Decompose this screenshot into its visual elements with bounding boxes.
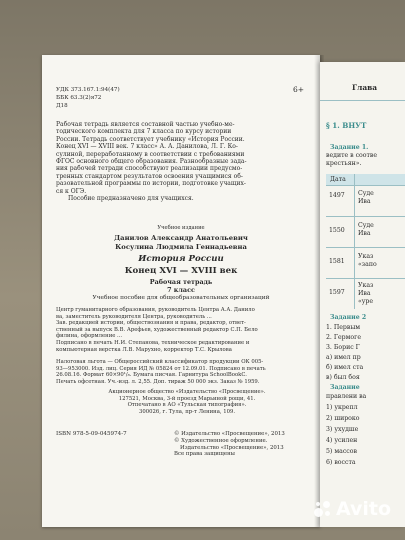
table-row <box>326 216 405 248</box>
copyright-line: Все права защищены <box>174 451 235 458</box>
credits-line: компьютерная верстка Л.В. Марухно, корректор Т.С. Крылова <box>56 346 232 353</box>
copyright-line: © Художественное оформление. <box>174 437 268 444</box>
task-2-heading: Задание 2 <box>330 314 367 321</box>
table-cell-year: 1597 <box>329 289 345 296</box>
intro-line: сулиной, переработанному в соответствии с требованиями <box>56 150 245 158</box>
intro-paragraph <box>56 121 247 202</box>
avito-wordmark: Avito <box>335 498 391 520</box>
table-cell-text: «уре <box>358 298 374 305</box>
task-2-item: 1. Первым <box>326 324 361 331</box>
task-2-item: б) имел ста <box>326 364 364 371</box>
publisher-line: Акционерное общество «Издательство «Просвещение». <box>108 389 266 395</box>
book-title: История России <box>138 254 224 264</box>
isbn: ISBN 978-5-09-045974-7 <box>56 431 127 437</box>
section-title: § 1. ВНУТ <box>326 121 367 130</box>
table-row <box>326 278 405 310</box>
copyright-line: © Издательство «Просвещение», 2013 <box>174 431 285 437</box>
table-cell-text: Ива <box>358 230 371 237</box>
task-3-item: 1) укрепл <box>326 404 358 411</box>
print-info-line: Налоговая льгота — Общероссийский классификатор продукции ОК 005- <box>56 359 264 365</box>
task-3-item: 5) массов <box>326 448 357 455</box>
udk-code: УДК 373.167.1:94(47) <box>56 87 120 93</box>
task-2-item: 2. Гермоге <box>326 334 362 341</box>
header-rule <box>320 100 405 101</box>
right-page <box>320 62 405 527</box>
author-code: Д18 <box>56 103 68 109</box>
table-cell-text: Суде <box>358 222 374 229</box>
book-subtitle: Конец XVI — XVIII век <box>124 266 238 276</box>
edition-label: Учебное издание <box>157 225 205 231</box>
credits-line: ственный за выпуск В.В. Арефьев, художественный редактор С.П. Бело <box>56 326 258 333</box>
left-page <box>42 55 320 527</box>
avito-watermark <box>314 498 391 520</box>
task-1-text-1: ведите в соотве <box>326 152 378 159</box>
table-cell-year: 1497 <box>329 192 345 199</box>
intro-line: ся к ОГЭ. <box>56 187 87 195</box>
task-3-item: 4) усилен <box>326 437 358 444</box>
table-cell-text: Ива <box>358 198 371 205</box>
intro-line: Рабочая тетрадь является составной частью учебно-ме- <box>56 121 235 128</box>
credits-block <box>56 307 258 353</box>
copyright-line: Издательство «Просвещение», 2013 <box>180 444 284 451</box>
table-header-date: Дата <box>330 176 346 183</box>
author-1: Данилов Александр Анатольевич <box>114 234 248 242</box>
workbook-label: Рабочая тетрадь <box>149 278 213 286</box>
table-cell-year: 1581 <box>329 258 345 265</box>
intro-line: ния рабочей тетради способствуют реализации предусмо- <box>56 165 243 173</box>
task-3-heading: Задание <box>330 384 360 391</box>
grade-label: 7 класс <box>167 286 195 294</box>
table-cell-text: Суде <box>358 190 374 197</box>
print-info-line: 26.08.16. Формат 60×90¹/₈. Бумага писчая. Гарнитура SchoolBookC. <box>56 372 247 379</box>
intro-line: тодического комплекта для 7 класса по курсу истории <box>56 128 232 136</box>
credits-line: Центр гуманитарного образования, руководитель Центра А.А. Данило <box>56 307 255 313</box>
intro-line: тренных стандартом результатов освоения учащимися об- <box>56 172 243 180</box>
table-row <box>326 185 405 217</box>
print-info-line: 93—953000. Изд. лиц. Серия ИД № 05824 от 12.09.01. Подписано в печать <box>56 365 266 372</box>
table-cell-text: «запо <box>358 261 377 268</box>
bbk-code: ББК 63.3(2)я72 <box>56 95 102 101</box>
table-cell-text: Ива <box>358 290 371 297</box>
task-3-item: 2) широко <box>326 415 360 422</box>
table-cell-text: Указ <box>358 282 374 289</box>
task-2-item: а) имел пр <box>326 354 361 361</box>
publisher-line: Отпечатано в АО «Тульская типография». <box>127 402 247 409</box>
task-2-item: в) был боя <box>326 374 360 381</box>
copyright-block <box>174 431 285 458</box>
intro-line: разовательной программы по истории, подготовке учащих- <box>56 180 246 188</box>
table-cell-year: 1550 <box>329 227 345 234</box>
age-rating: 6+ <box>292 85 304 94</box>
credits-line: Подписано в печать Н.И. Степанова, техническое редактирование и <box>56 339 250 346</box>
task-2-item: 3. Борис Г <box>326 344 360 351</box>
intro-note: Пособие предназначено для учащихся. <box>68 195 194 203</box>
task-3-text: правлени ва <box>326 393 367 400</box>
task-1-text-2: крестьян». <box>326 160 362 167</box>
credits-line: филина, оформление ... <box>56 333 123 340</box>
task-1-heading: Задание 1. <box>330 144 369 151</box>
author-2: Косулина Людмила Геннадьевна <box>115 243 247 251</box>
print-info-line: Печать офсетная. Уч.-изд. л. 2,55. Доп. тираж 50 000 экз. Заказ № 1959. <box>56 378 260 385</box>
chapter-header: Глава <box>352 83 378 92</box>
task-3-item: 6) восста <box>326 459 356 466</box>
credits-line: Зав. редакцией истории, обществознания и права, редактор, ответ- <box>56 320 246 327</box>
publisher-block <box>82 389 292 415</box>
publisher-line: 127521, Москва, 3-й проезд Марьиной рощи, 41. <box>118 395 256 402</box>
table-row <box>326 247 405 279</box>
purpose-label: Учебное пособие для общеобразовательных организаций <box>92 295 270 301</box>
avito-dots-icon <box>314 500 332 518</box>
intro-line: России. Тетрадь соответствует учебнику «История России. <box>56 135 245 143</box>
publisher-line: 300026, г. Тула, пр-т Ленина, 109. <box>138 408 236 415</box>
task-3-item: 3) ухудше <box>326 426 359 433</box>
table-cell-text: Указ <box>358 253 374 260</box>
intro-line: ФГОС основного общего образования. Разнообразные зада- <box>56 158 247 166</box>
intro-line: Конец XVI — XVIII век. 7 класс» А. А. Данилова, Л. Г. Ко- <box>56 143 238 151</box>
print-info-block <box>56 359 266 385</box>
credits-line: ва, заместитель руководителя Центра, руководитель ... <box>56 313 212 320</box>
